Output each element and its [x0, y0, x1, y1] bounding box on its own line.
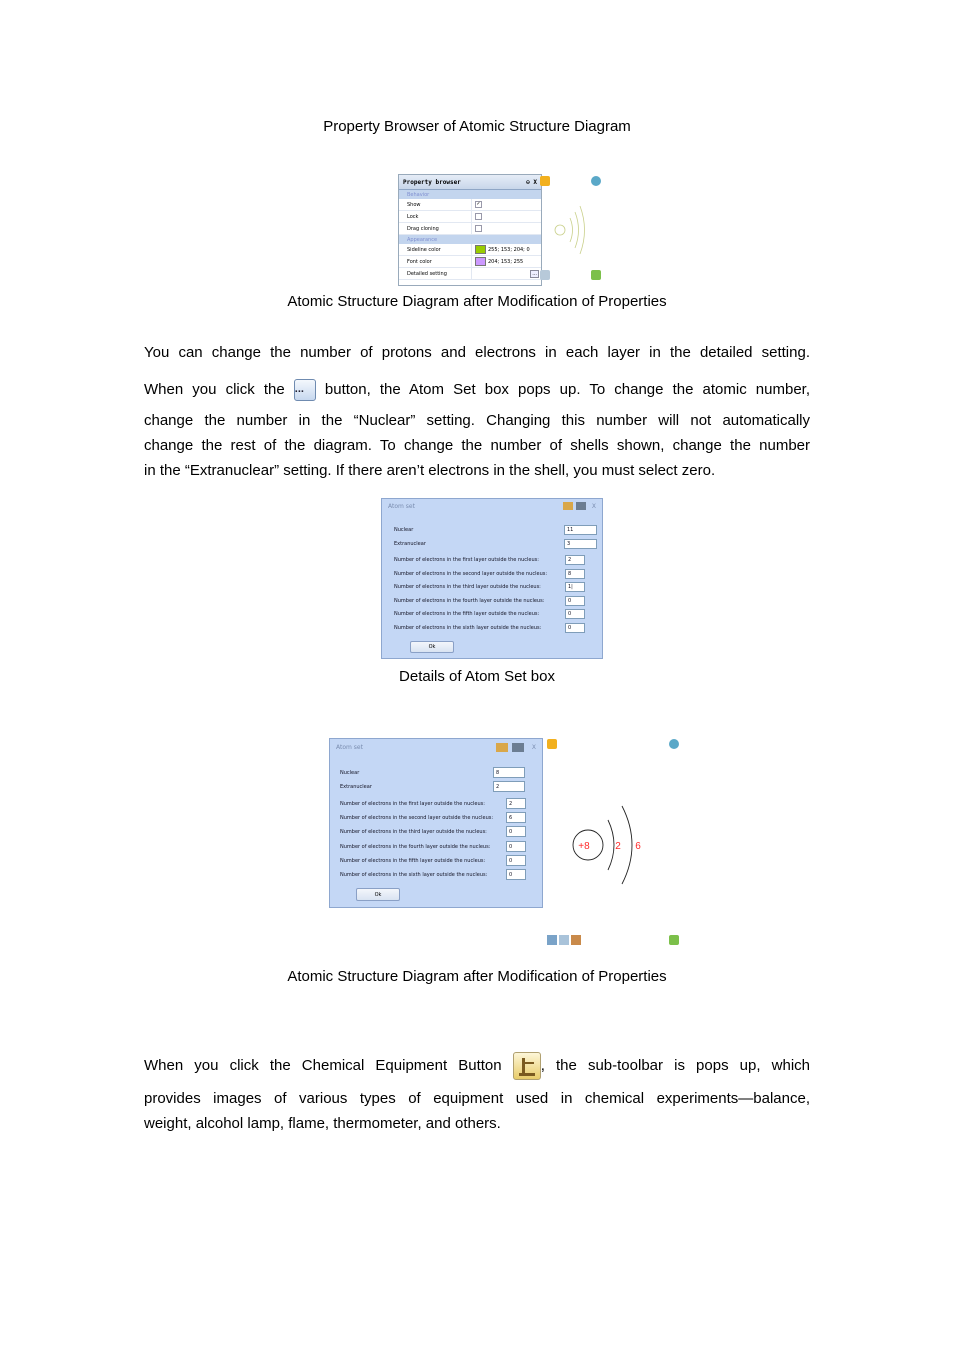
- show-checkbox[interactable]: ✓: [476, 201, 481, 207]
- paragraph1-line4: change the rest of the diagram. To change the number of shells shown, change the number: [144, 437, 810, 454]
- layer-6-label: Number of electrons in the sixth layer outside the nucleus:: [340, 871, 488, 878]
- layer-3-label: Number of electrons in the third layer outside the nucleus:: [394, 584, 541, 590]
- category-behavior[interactable]: Behavior: [399, 190, 541, 199]
- paragraph-chemical-equipment: [144, 1052, 810, 1136]
- layer-5-input[interactable]: 0: [565, 609, 585, 619]
- property-row-font-color[interactable]: Font color 204; 153; 255: [399, 256, 541, 268]
- atom-set-dialog-1-title-bar: [382, 499, 602, 513]
- nuclear-label: Nuclear: [340, 769, 360, 776]
- layer-1-input[interactable]: 2: [565, 555, 585, 565]
- property-row-drag-cloning[interactable]: Drag cloning: [399, 223, 541, 235]
- toolbar-icon-3[interactable]: [571, 935, 581, 945]
- ok-button[interactable]: Ok: [410, 641, 454, 653]
- edit-icon[interactable]: [496, 743, 508, 752]
- nuclear-input[interactable]: 8: [493, 767, 525, 778]
- layer-4-label: Number of electrons in the fourth layer outside the nucleus:: [340, 843, 491, 850]
- close-icon[interactable]: X: [531, 743, 536, 751]
- toolbar-icons[interactable]: [547, 935, 581, 945]
- nuclear-input[interactable]: 11: [564, 525, 597, 535]
- layer-6-input[interactable]: 0: [565, 623, 585, 633]
- toolbar-icon-1[interactable]: [547, 935, 557, 945]
- layer-5-label: Number of electrons in the fifth layer outside the nucleus:: [394, 611, 540, 617]
- extranuclear-label: Extranuclear: [394, 541, 426, 547]
- layer-5-input[interactable]: 0: [506, 855, 526, 866]
- paragraph2-line1: When you click the Chemical Equipment Button , the sub-toolbar is pops up, which: [144, 1052, 810, 1080]
- category-appearance[interactable]: Appearance: [399, 235, 541, 244]
- caption-after-modification-2: Atomic Structure Diagram after Modification of Properties: [287, 968, 667, 985]
- caption-atom-set-details: Details of Atom Set box: [399, 668, 555, 685]
- paragraph2-line3: weight, alcohol lamp, flame, thermometer, and others.: [144, 1115, 501, 1132]
- layer-6-input[interactable]: 0: [506, 869, 526, 880]
- layer-4-input[interactable]: 0: [565, 596, 585, 606]
- extranuclear-input[interactable]: 3: [564, 539, 597, 549]
- layer-2-input[interactable]: 8: [565, 569, 585, 579]
- chemical-equipment-icon: [513, 1052, 541, 1080]
- layer-2-label: Number of electrons in the second layer outside the nucleus:: [340, 814, 494, 821]
- ok-button[interactable]: Ok: [356, 888, 400, 901]
- resize-handle-icon[interactable]: [591, 270, 601, 280]
- layer-3-input[interactable]: 0: [506, 826, 526, 837]
- resize-handle-icon[interactable]: [669, 935, 679, 945]
- close-icon[interactable]: X: [591, 502, 596, 510]
- paragraph1-line5: in the “Extranuclear” setting. If there aren’t electrons in the shell, you must select zero.: [144, 462, 716, 479]
- layer-1-label: Number of electrons in the first layer outside the nucleus:: [394, 557, 539, 563]
- layer-4-input[interactable]: 0: [506, 841, 526, 852]
- toolbar-icon-2[interactable]: [559, 935, 569, 945]
- atom-diagram-small: [550, 200, 590, 260]
- property-browser-panel: [398, 174, 542, 286]
- paragraph1-line1: You can change the number of protons and electrons in each layer in the detailed setting.: [144, 344, 810, 361]
- toolbar-icon[interactable]: [540, 270, 550, 280]
- print-icon[interactable]: [576, 502, 586, 510]
- edit-icon[interactable]: [563, 502, 573, 510]
- atom-diagram-oxygen: [570, 800, 650, 890]
- shell-1-count: 2: [615, 841, 621, 852]
- ellipsis-button[interactable]: ...: [532, 270, 537, 277]
- extranuclear-input[interactable]: 2: [493, 781, 525, 792]
- pin-close-icon[interactable]: ⊖ X: [526, 178, 537, 186]
- layer-5-label: Number of electrons in the fifth layer outside the nucleus:: [340, 857, 486, 864]
- atom-set-dialog-2-title-bar: [330, 739, 542, 755]
- atom-set-dialog-1-title: Atom set: [388, 502, 415, 510]
- caption-after-modification-1: Atomic Structure Diagram after Modification of Properties: [287, 293, 667, 310]
- extranuclear-label: Extranuclear: [340, 783, 372, 790]
- nuclear-label: Nuclear: [394, 527, 414, 533]
- paragraph1-line3: change the number in the “Nuclear” setting. Changing this number will not automatically: [144, 412, 810, 429]
- move-handle-icon[interactable]: [547, 739, 557, 749]
- shell-2-count: 6: [635, 841, 641, 852]
- nucleus-label: +8: [578, 841, 590, 852]
- property-row-detailed-setting[interactable]: Detailed setting ...: [399, 268, 541, 280]
- layer-1-label: Number of electrons in the first layer outside the nucleus:: [340, 800, 485, 807]
- layer-3-input[interactable]: 1|: [565, 582, 585, 592]
- drag-cloning-checkbox[interactable]: [475, 225, 482, 232]
- property-row-lock[interactable]: Lock: [399, 211, 541, 223]
- sideline-color-swatch: [475, 245, 486, 254]
- property-browser-title-bar: [399, 175, 541, 190]
- property-row-sideline-color[interactable]: Sideline color 255; 153; 204; 0: [399, 244, 541, 256]
- caption-property-browser: Property Browser of Atomic Structure Diagram: [323, 118, 631, 135]
- paragraph-detailed-setting: [144, 340, 810, 483]
- rotate-handle-icon[interactable]: [591, 176, 601, 186]
- rotate-handle-icon[interactable]: [669, 739, 679, 749]
- atom-set-dialog-2-title: Atom set: [336, 743, 363, 751]
- move-handle-icon[interactable]: [540, 176, 550, 186]
- lock-checkbox[interactable]: [475, 213, 482, 220]
- paragraph1-line2: When you click the ... button, the Atom Set box pops up. To change the atomic number,: [144, 377, 810, 402]
- paragraph2-line2: provides images of various types of equipment used in chemical experiments—balance,: [144, 1090, 810, 1107]
- layer-1-input[interactable]: 2: [506, 798, 526, 809]
- property-row-show[interactable]: Show ✓: [399, 199, 541, 211]
- layer-3-label: Number of electrons in the third layer outside the nucleus:: [340, 828, 487, 835]
- layer-4-label: Number of electrons in the fourth layer outside the nucleus:: [394, 598, 545, 604]
- ellipsis-button-icon: ...: [294, 379, 316, 401]
- font-color-swatch: [475, 257, 486, 266]
- layer-2-input[interactable]: 6: [506, 812, 526, 823]
- property-browser-title: Property browser: [403, 178, 461, 186]
- print-icon[interactable]: [512, 743, 524, 752]
- atom-set-dialog-2: [329, 738, 543, 908]
- layer-6-label: Number of electrons in the sixth layer outside the nucleus:: [394, 625, 542, 631]
- layer-2-label: Number of electrons in the second layer outside the nucleus:: [394, 571, 548, 577]
- atom-set-dialog-1: [381, 498, 603, 659]
